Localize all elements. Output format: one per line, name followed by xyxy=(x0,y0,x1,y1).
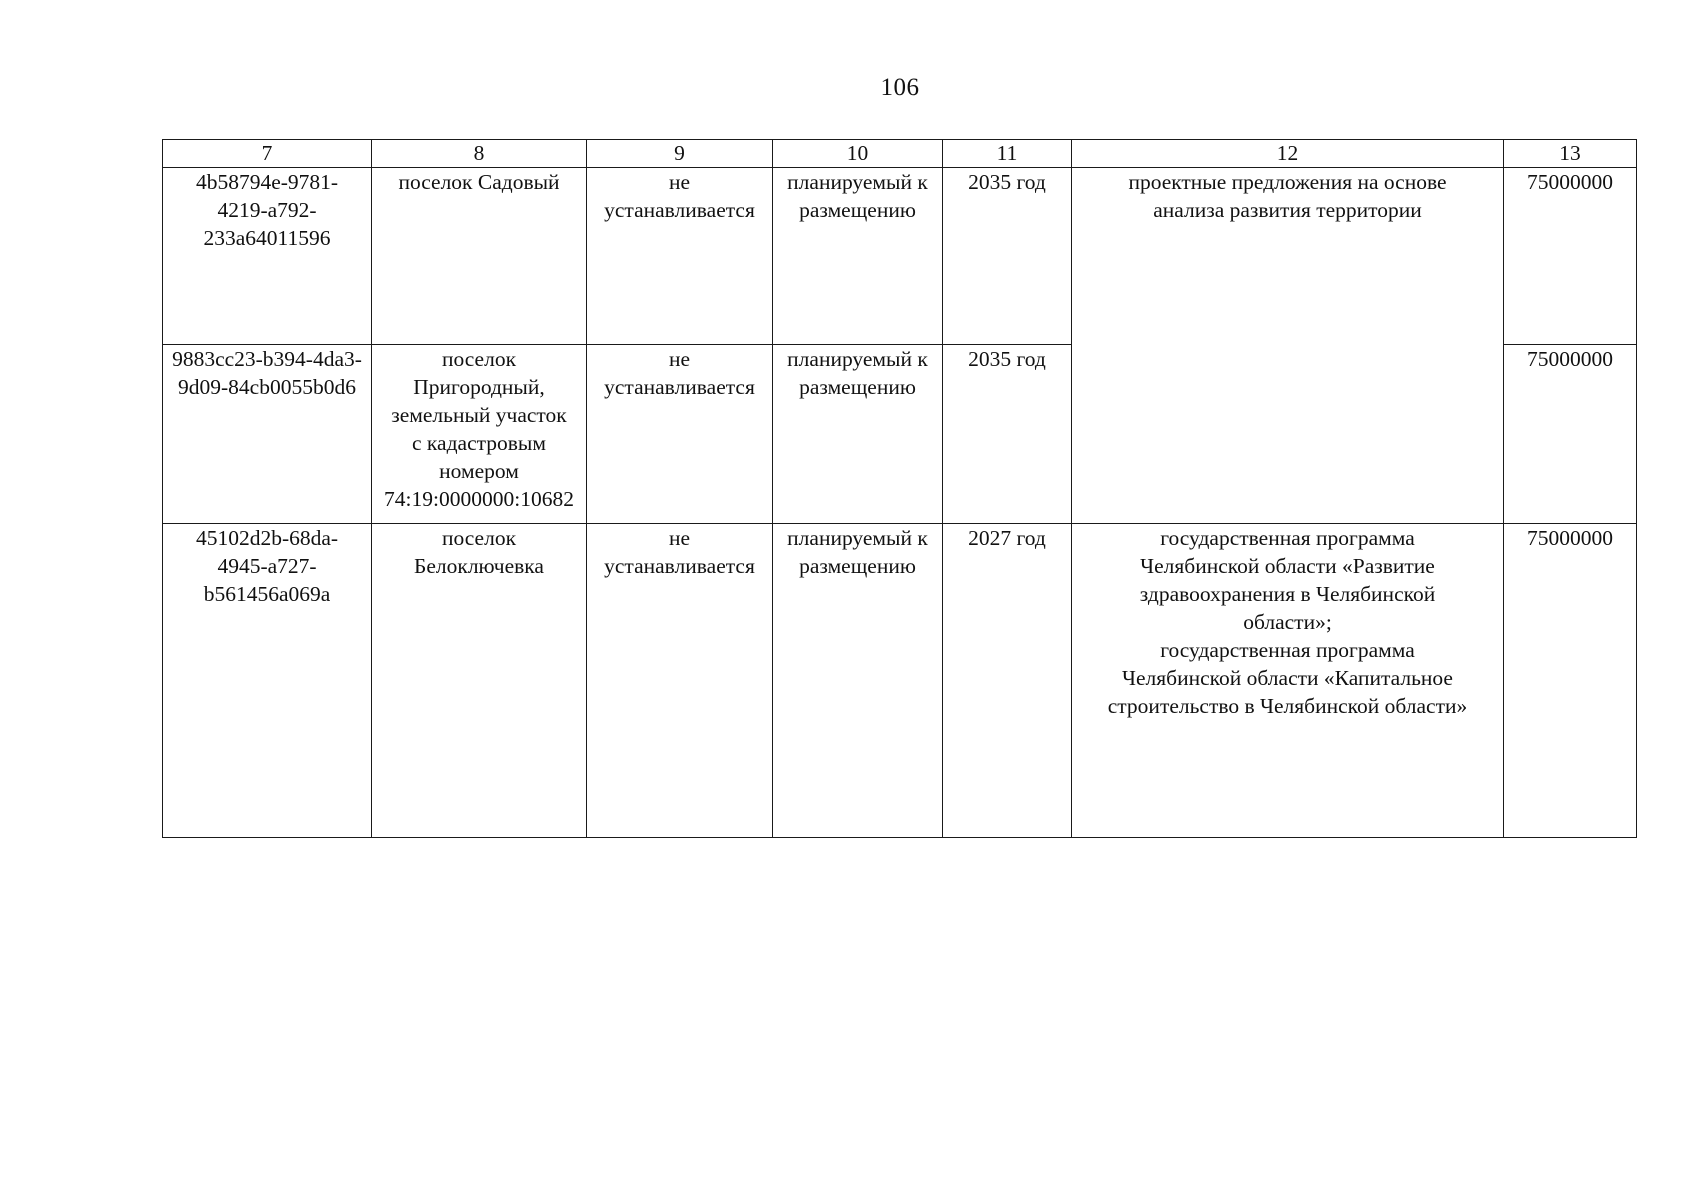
zone-cell xyxy=(587,168,773,345)
zone-line: не xyxy=(668,526,691,550)
object-id-line: 233a64011596 xyxy=(203,226,331,250)
cost-cell: 75000000 xyxy=(1504,345,1637,524)
zone-line: устанавливается xyxy=(604,554,755,578)
zone-line: устанавливается xyxy=(604,375,755,399)
location-cell xyxy=(372,524,587,838)
location-line: поселок xyxy=(441,526,517,550)
location-line: Пригородный, xyxy=(413,375,545,399)
basis-line: проектные предложения на основе xyxy=(1128,170,1447,194)
zone-line: не xyxy=(668,170,691,194)
status-line: размещению xyxy=(799,375,916,399)
year-cell: 2035 год xyxy=(943,345,1072,524)
table-row xyxy=(163,524,1637,838)
data-table xyxy=(162,139,1637,838)
basis-line: Челябинской области «Развитие xyxy=(1140,554,1435,578)
object-id-line: b561456a069a xyxy=(203,582,331,606)
table-row xyxy=(163,168,1637,345)
year-cell: 2035 год xyxy=(943,168,1072,345)
status-cell xyxy=(773,524,943,838)
location-line: 74:19:0000000:10682 xyxy=(384,487,574,511)
zone-line: не xyxy=(668,347,691,371)
object-id-line: 9d09-84cb0055b0d6 xyxy=(178,375,356,399)
status-line: планируемый к xyxy=(787,526,928,550)
location-line: поселок xyxy=(441,347,517,371)
status-cell xyxy=(773,345,943,524)
object-id-line: 45102d2b-68da- xyxy=(195,526,339,550)
basis-line: государственная программа xyxy=(1160,638,1415,662)
object-id-line: 4b58794e-9781- xyxy=(195,170,339,194)
basis-line: Челябинской области «Капитальное xyxy=(1122,666,1453,690)
zone-cell xyxy=(587,345,773,524)
location-line: номером xyxy=(439,459,519,483)
status-line: планируемый к xyxy=(787,347,928,371)
location-line: земельный участок xyxy=(391,403,567,427)
column-header-10: 10 xyxy=(773,140,943,168)
object-id-line: 9883cc23-b394-4da3- xyxy=(172,347,362,371)
object-id-line: 4945-a727- xyxy=(217,554,317,578)
basis-line: государственная программа xyxy=(1160,526,1415,550)
header-row xyxy=(163,140,1637,168)
cost-cell: 75000000 xyxy=(1504,524,1637,838)
cost-cell: 75000000 xyxy=(1504,168,1637,345)
year-cell: 2027 год xyxy=(943,524,1072,838)
location-line: Белоключевка xyxy=(414,554,544,578)
column-header-13: 13 xyxy=(1504,140,1637,168)
status-line: размещению xyxy=(799,198,916,222)
location-line: поселок Садовый xyxy=(398,170,560,194)
status-line: размещению xyxy=(799,554,916,578)
location-cell xyxy=(372,168,587,345)
basis-cell xyxy=(1072,524,1504,838)
zone-line: устанавливается xyxy=(604,198,755,222)
column-header-9: 9 xyxy=(587,140,773,168)
column-header-8: 8 xyxy=(372,140,587,168)
status-cell xyxy=(773,168,943,345)
basis-line: анализа развития территории xyxy=(1153,198,1422,222)
basis-line: здравоохранения в Челябинской xyxy=(1139,582,1436,606)
basis-line: области»; xyxy=(1243,610,1332,634)
object-id-cell xyxy=(163,168,372,345)
object-id-cell xyxy=(163,524,372,838)
column-header-12: 12 xyxy=(1072,140,1504,168)
status-line: планируемый к xyxy=(787,170,928,194)
zone-cell xyxy=(587,524,773,838)
page-number: 106 xyxy=(880,74,920,101)
column-header-7: 7 xyxy=(163,140,372,168)
basis-line: строительство в Челябинской области» xyxy=(1107,694,1468,718)
object-id-line: 4219-a792- xyxy=(217,198,317,222)
location-line: с кадастровым xyxy=(412,431,546,455)
basis-cell xyxy=(1072,168,1504,524)
object-id-cell xyxy=(163,345,372,524)
location-cell xyxy=(372,345,587,524)
column-header-11: 11 xyxy=(943,140,1072,168)
